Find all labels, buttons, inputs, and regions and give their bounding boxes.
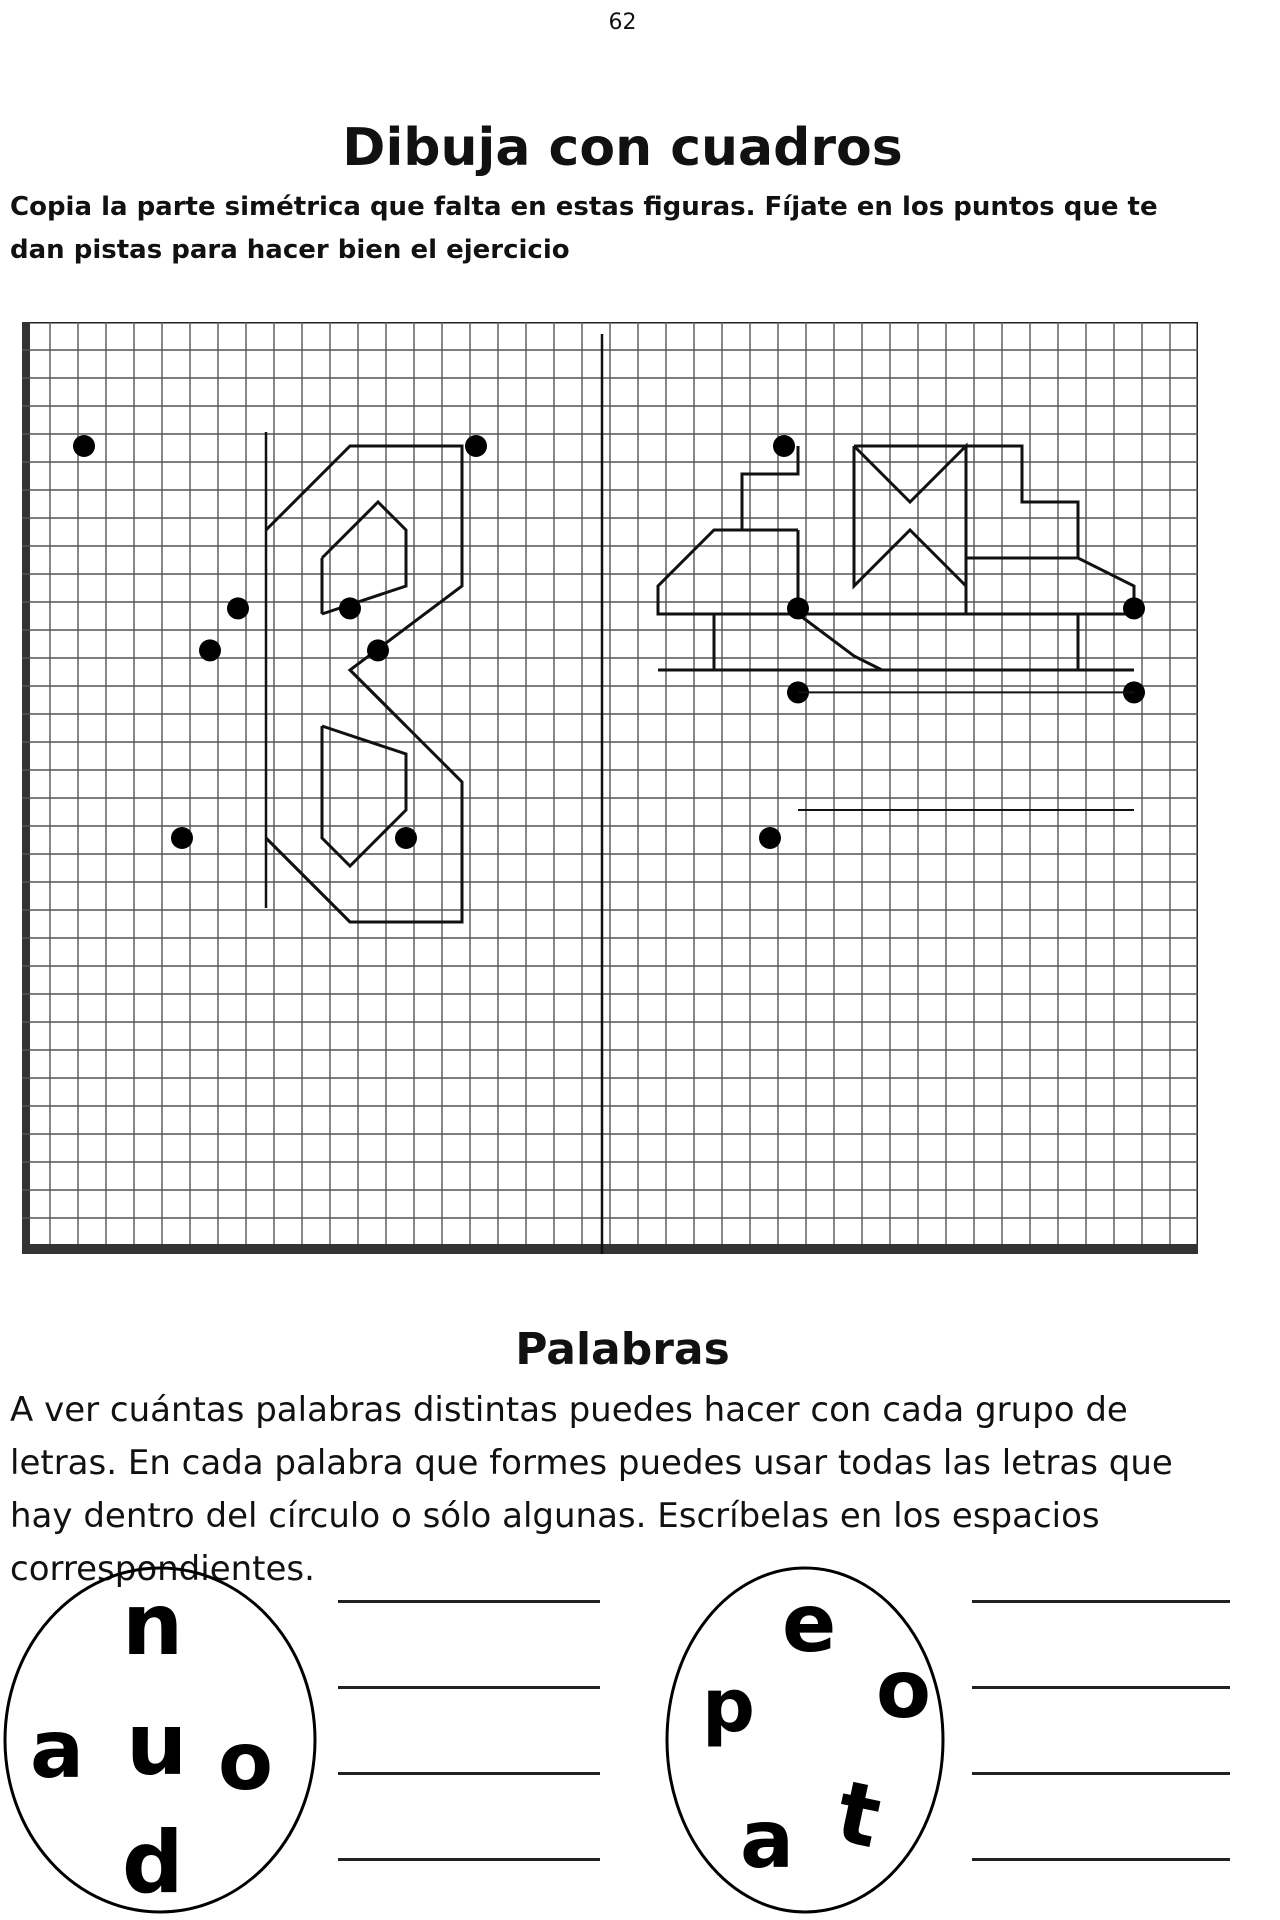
hint-dot	[1123, 597, 1145, 619]
hint-dot	[787, 597, 809, 619]
answer-line[interactable]	[338, 1772, 600, 1775]
letter-t: t	[828, 1761, 890, 1869]
hint-dot	[773, 435, 795, 457]
hint-dot	[227, 597, 249, 619]
section-title: Palabras	[515, 1324, 730, 1375]
page-number: 62	[608, 10, 637, 35]
letter-o: o	[218, 1715, 273, 1808]
answer-line[interactable]	[972, 1600, 1230, 1603]
letter-u: u	[126, 1695, 188, 1795]
answer-line[interactable]	[338, 1858, 600, 1861]
letter-a: a	[30, 1703, 84, 1796]
answer-line[interactable]	[338, 1600, 600, 1603]
answer-line[interactable]	[972, 1772, 1230, 1775]
hint-dot	[395, 827, 417, 849]
letter-group-1	[0, 1555, 340, 1920]
symmetry-grid-worksheet	[22, 322, 1198, 1254]
section-instructions: A ver cuántas palabras distintas puedes hacer con cada grupo de letras. En cada palabra que formes puedes usar todas las letras que hay dentro del círculo o sólo algunas. Escríbelas en los espacios correspondientes.	[10, 1390, 1173, 1589]
letter-o: o	[876, 1643, 931, 1736]
letter-p: p	[702, 1663, 755, 1749]
letter-n: n	[122, 1575, 184, 1675]
hint-dot	[367, 639, 389, 661]
answer-line[interactable]	[972, 1858, 1230, 1861]
instructions-text: Copia la parte simétrica que falta en estas figuras. Fíjate en los puntos que te dan pistas para hacer bien el ejercicio	[10, 192, 1158, 265]
hint-dot	[171, 827, 193, 849]
letter-d: d	[122, 1813, 184, 1913]
letter-group-2	[660, 1555, 960, 1920]
page-title: Dibuja con cuadros	[342, 118, 903, 178]
hint-dot	[465, 435, 487, 457]
hint-dot	[759, 827, 781, 849]
letter-a: a	[740, 1793, 794, 1886]
hint-dot	[199, 639, 221, 661]
letter-e: e	[782, 1577, 837, 1670]
hint-dot	[73, 435, 95, 457]
grid-paper	[22, 322, 1198, 1254]
answer-line[interactable]	[972, 1686, 1230, 1689]
grid-bottom-edge	[22, 1244, 1198, 1254]
hint-dot	[339, 597, 361, 619]
answer-line[interactable]	[338, 1686, 600, 1689]
